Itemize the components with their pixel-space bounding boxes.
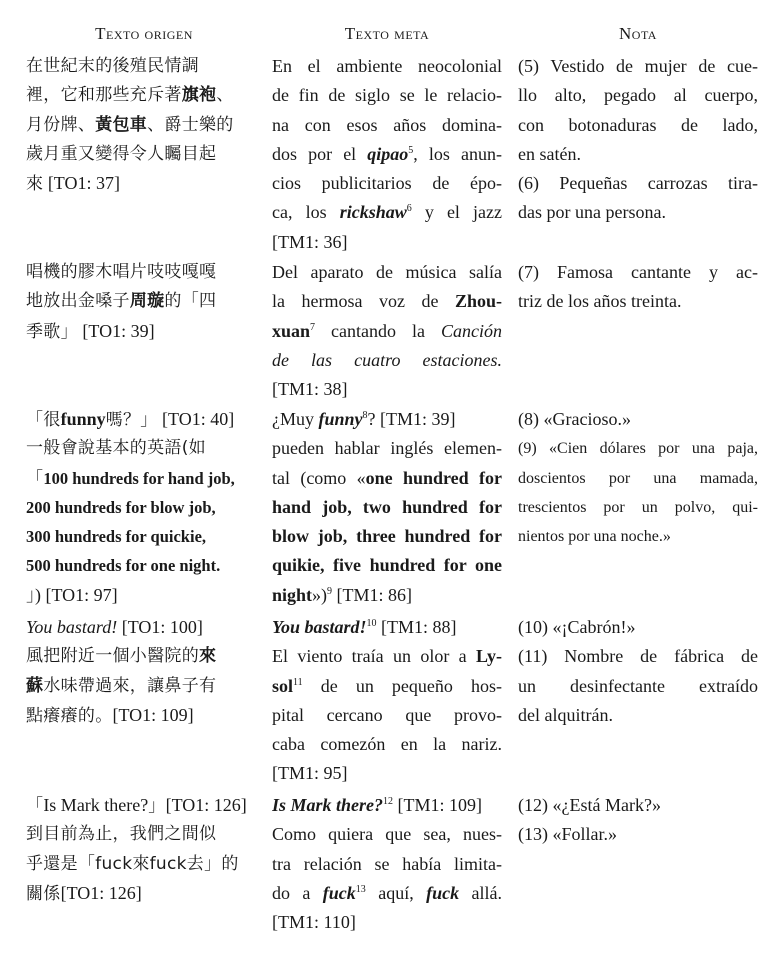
target-line: hand job, two hundred for xyxy=(272,496,502,517)
target-line: dos por el qipao$^5$, los anun- xyxy=(272,143,502,164)
source-line: 地放出金嗓子周璇的「四 xyxy=(26,291,217,312)
source-cell xyxy=(26,52,262,198)
source-line: 到目前為止，我們之間似 xyxy=(26,824,217,845)
note-line: das por una persona. xyxy=(518,202,666,223)
note-line: (6) Pequeñas carrozas tira- xyxy=(518,173,758,194)
note-line: nientos por una noche.» xyxy=(518,528,671,546)
target-line: You bastard!$^{10}$ [TM1: 88] xyxy=(272,617,457,637)
target-line: El viento traía un olor a Ly- xyxy=(272,646,502,667)
target-line: En el ambiente neocolonial xyxy=(272,56,502,76)
target-line: [TM1: 36] xyxy=(272,231,348,252)
note-line: (13) «Follar.» xyxy=(518,824,617,845)
source-line: 月份牌、黃包車、爵士樂的 xyxy=(26,114,234,135)
source-line: 「Is Mark there?」[TO1: 126] xyxy=(26,795,247,816)
target-line: na con esos años domina- xyxy=(272,114,502,135)
source-cell xyxy=(26,258,262,346)
target-line: Como quiera que sea, nues- xyxy=(272,824,502,845)
target-line: xuan$^7$ cantando la Canción xyxy=(272,320,502,341)
target-line: Is Mark there?$^{12}$ [TM1: 109] xyxy=(272,795,483,815)
source-line: 一般會說基本的英語(如 xyxy=(26,438,206,459)
note-cell xyxy=(518,405,758,551)
target-line: pueden hablar inglés elemen- xyxy=(272,438,502,459)
target-cell xyxy=(272,405,502,610)
note-line: (8) «Gracioso.» xyxy=(518,409,631,429)
source-line: 關係[TO1: 126] xyxy=(26,882,142,904)
target-line: ¿Muy funny$^8$? [TM1: 39] xyxy=(272,409,456,429)
note-cell xyxy=(518,52,758,228)
source-line: 200 hundreds for blow job, xyxy=(26,497,216,517)
note-line: (12) «¿Está Mark?» xyxy=(518,795,661,815)
note-line: (7) Famosa cantante y ac- xyxy=(518,262,758,282)
target-line: night»)$^9$ [TM1: 86] xyxy=(272,584,413,605)
source-line: 點癢癢的。[TO1: 109] xyxy=(26,704,194,726)
note-line: en satén. xyxy=(518,143,581,164)
source-cell xyxy=(26,405,262,610)
target-cell xyxy=(272,258,502,404)
target-line: [TM1: 95] xyxy=(272,763,348,784)
source-line: 」) [TO1: 97] xyxy=(26,584,118,605)
target-line: la hermosa voz de Zhou- xyxy=(272,291,502,312)
target-line: do a fuck$^{13}$ aquí, fuck allá. xyxy=(272,882,502,903)
note-line: un desinfectante extraído xyxy=(518,675,758,696)
source-line: 「很funny嗎？」 [TO1: 40] xyxy=(26,409,235,430)
note-cell xyxy=(518,613,758,730)
source-line: 風把附近一個小醫院的來 xyxy=(26,646,217,667)
target-line: tra relación se había limita- xyxy=(272,853,502,874)
target-line: blow job, three hundred for xyxy=(272,526,502,547)
note-line: del alquitrán. xyxy=(518,704,613,725)
target-line: cios publicitarios de épo- xyxy=(272,173,502,194)
note-line: (5) Vestido de mujer de cue- xyxy=(518,56,758,76)
source-line: 乎還是「fuck來fuck去」的 xyxy=(26,853,239,874)
target-line: quikie, five hundred for one xyxy=(272,555,502,576)
source-line: 歲月重又變得令人矚目起 xyxy=(26,143,217,164)
source-cell xyxy=(26,613,262,730)
source-line: 唱機的膠木唱片吱吱嘎嘎 xyxy=(26,262,217,282)
source-line: You bastard! [TO1: 100] xyxy=(26,617,203,637)
note-line: doscientos por una mamada, xyxy=(518,469,758,487)
note-line: trescientos por un polvo, qui- xyxy=(518,498,758,516)
note-cell xyxy=(518,791,758,850)
source-line: 來 [TO1: 37] xyxy=(26,173,120,195)
header-note: Nota xyxy=(619,24,657,43)
target-cell xyxy=(272,613,502,789)
target-cell xyxy=(272,52,502,257)
target-line: Del aparato de música salía xyxy=(272,262,502,282)
note-line: (11) Nombre de fábrica de xyxy=(518,646,758,667)
target-line: de fin de siglo se le relacio- xyxy=(272,85,502,106)
note-line: triz de los años treinta. xyxy=(518,291,682,312)
source-line: 季歌」 [TO1: 39] xyxy=(26,320,155,342)
note-line: (9) «Cien dólares por una paja, xyxy=(518,440,758,458)
target-line: pital cercano que provo- xyxy=(272,704,502,725)
target-line: de las cuatro estaciones. xyxy=(272,349,502,370)
note-line: con botonaduras de lado, xyxy=(518,114,758,135)
source-line: 在世紀末的後殖民情調 xyxy=(26,56,199,76)
target-line: sol$^{11}$ de un pequeño hos- xyxy=(272,675,502,696)
target-line: tal (como «one hundred for xyxy=(272,467,502,488)
note-line: llo alto, pegado al cuerpo, xyxy=(518,85,758,106)
target-line: caba comezón en la nariz. xyxy=(272,734,502,755)
source-line: 300 hundreds for quickie, xyxy=(26,527,207,547)
source-line: 裡，它和那些充斥著旗袍、 xyxy=(26,85,234,106)
source-line: 500 hundreds for one night. xyxy=(26,556,221,576)
target-line: ca, los rickshaw$^6$ y el jazz xyxy=(272,202,502,223)
target-line: [TM1: 38] xyxy=(272,379,348,400)
source-cell xyxy=(26,791,262,908)
header-source: Texto origen xyxy=(95,24,193,43)
target-cell xyxy=(272,791,502,937)
note-cell xyxy=(518,258,758,317)
target-line: [TM1: 110] xyxy=(272,912,356,933)
source-line: 蘇水味帶過來，讓鼻子有 xyxy=(26,675,217,696)
header-target: Texto meta xyxy=(344,24,430,43)
source-line: 「100 hundreds for hand job, xyxy=(26,468,235,489)
note-line: (10) «¡Cabrón!» xyxy=(518,617,636,637)
